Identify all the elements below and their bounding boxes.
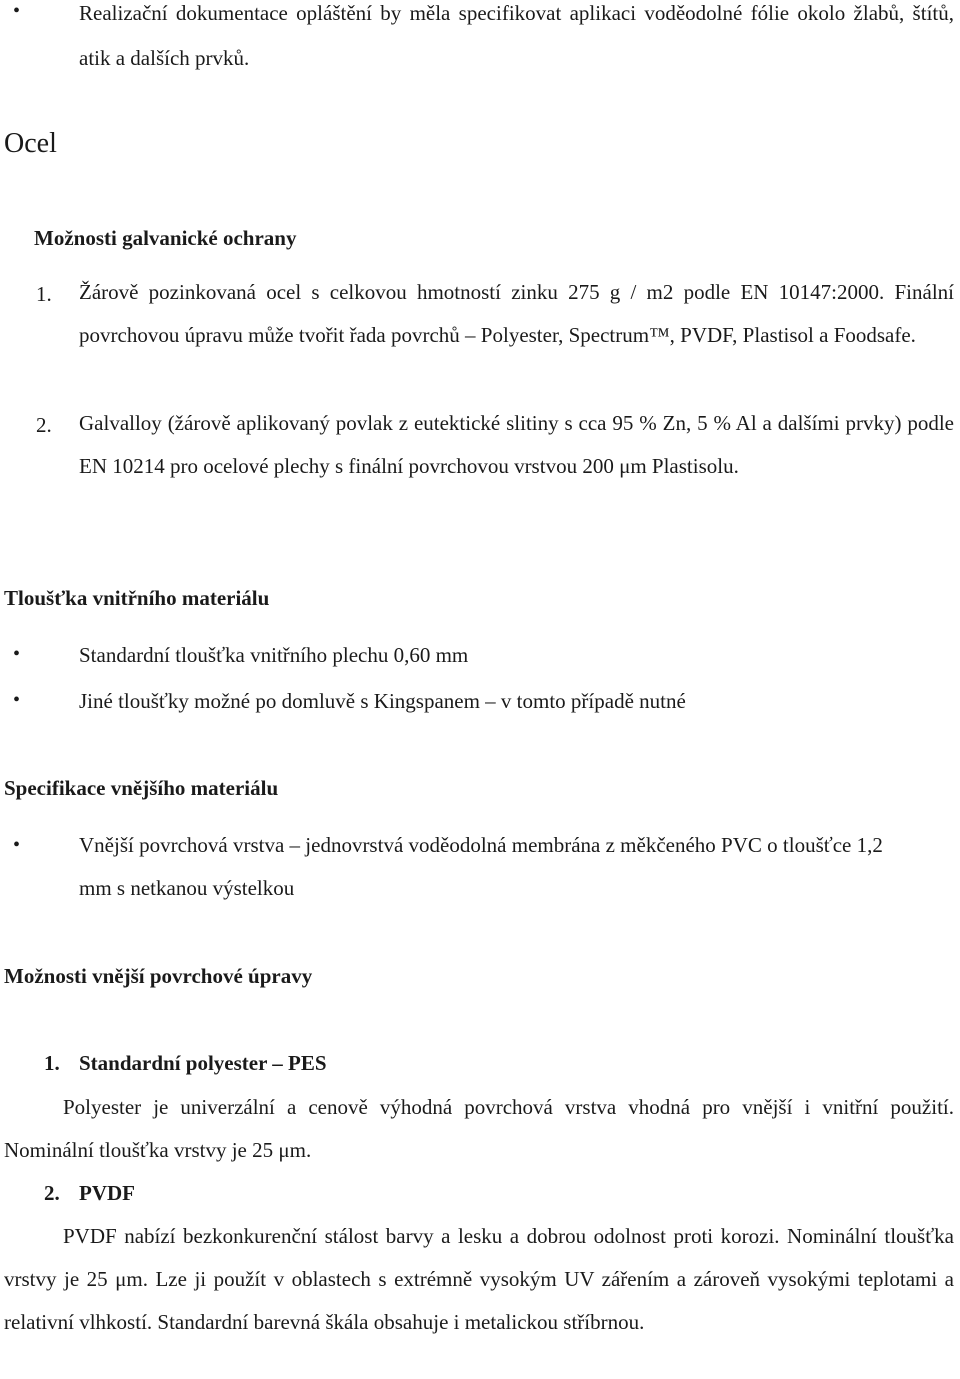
intro-bullet-text: Realizační dokumentace opláštění by měla specifikovat aplikaci voděodolné fólie okolo žlabů, štítů, atik a dalších prvků. [79,1,954,70]
finish-item-title: PVDF [79,1181,135,1205]
item-number: 2. [36,413,52,437]
inner-thickness-bullet: Standardní tloušťka vnitřního plechu 0,60 mm [79,643,469,667]
finish-item-title: Standardní polyester – PES [79,1051,327,1075]
item-number: 1. [36,282,52,306]
outer-spec-bullet: Vnější povrchová vrstva – jednovrstvá voděodolná membrána z měkčeného PVC o tloušťce 1,2 mm s netkanou výstelkou [79,833,883,900]
inner-thickness-bullet: Jiné tloušťky možné po domluvě s Kingspanem – v tomto případě nutné [79,689,686,713]
galvanic-heading: Možnosti galvanické ochrany [34,226,297,250]
outer-finish-heading: Možnosti vnější povrchové úpravy [4,964,313,988]
item-number: 1. [44,1051,60,1075]
bullet-icon: • [13,0,21,22]
galvanic-item-text: Galvalloy (žárově aplikovaný povlak z eutektické slitiny s cca 95 % Zn, 5 % Al a dalšími prvky) podle EN 10214 pro ocelové plechy s finální povrchovou vrstvou 200 μm Plastisolu. [79,411,954,478]
finish-item-text: PVDF nabízí bezkonkurenční stálost barvy a lesku a dobrou odolnost proti korozi. Nominální tloušťka vrstvy je 25 μm. Lze ji použít v oblastech s extrémně vysokým UV zářením a zároveň vysokými teplotami a relativní vlhkostí. Standardní barevná škála obsahuje i metalickou stříbrnou. [4,1224,954,1334]
outer-spec-heading: Specifikace vnějšího materiálu [4,776,279,800]
galvanic-item-text: Žárově pozinkovaná ocel s celkovou hmotností zinku 275 g / m2 podle EN 10147:2000. Finální povrchovou úpravu může tvořit řada povrchů – Polyester, Spectrum™, PVDF, Plastisol a Foodsafe. [79,280,954,347]
bullet-icon: • [13,643,21,665]
bullet-icon: • [13,689,21,711]
section-heading-steel: Ocel [4,128,57,159]
inner-thickness-heading: Tloušťka vnitřního materiálu [4,586,270,610]
finish-item-text: Polyester je univerzální a cenově výhodná povrchová vrstva vhodná pro vnější i vnitřní použití. Nominální tloušťka vrstvy je 25 μm. [4,1095,954,1162]
item-number: 2. [44,1181,60,1205]
bullet-icon: • [13,834,21,856]
